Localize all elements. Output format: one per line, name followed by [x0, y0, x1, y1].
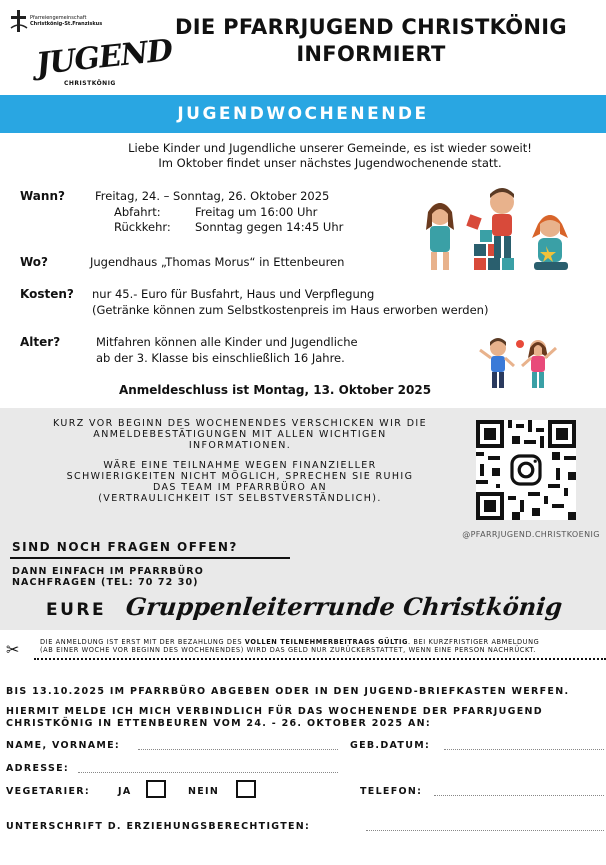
- geb-label: GEB.DATUM:: [350, 740, 431, 751]
- vegetarian-no-checkbox[interactable]: [236, 780, 256, 798]
- address-field[interactable]: [78, 772, 338, 773]
- info-p1-line3: INFORMATIONEN.: [188, 440, 292, 451]
- intro-line2: Im Oktober findet unser nächstes Jugendwochenende statt.: [158, 156, 502, 170]
- questions-body: [12, 566, 204, 588]
- info-p2-line2: SCHWIERIGKEITEN NICHT MÖGLICH, SPRECHEN SIE RUHIG: [66, 471, 414, 482]
- parish-name-line1: Pfarreiengemeinschaft: [30, 15, 87, 21]
- info-p1-line1: KURZ VOR BEGINN DES WOCHENENDES VERSCHICKEN WIR DIE: [52, 418, 428, 429]
- section-banner: [0, 95, 606, 133]
- form-declaration-line1: HIERMIT MELDE ICH MICH VERBINDLICH FÜR DAS WOCHENENDE DER PFARRJUGEND: [6, 706, 543, 717]
- fine-print-line1: [40, 638, 602, 646]
- info-p2-line3: DAS TEAM IM PFARRBÜRO AN: [152, 482, 328, 493]
- fine-print-bold: VOLLEN TEILNEHMERBEITRAGS GÜLTIG: [244, 638, 409, 646]
- jugend-logo-sub: CHRISTKÖNIG: [64, 80, 116, 87]
- form-declaration-line2: CHRISTKÖNIG IN ETTENBEUREN VOM 24. - 26. OKTOBER 2025 AN:: [6, 718, 431, 729]
- jugend-logo-text: JUGEND: [34, 32, 174, 83]
- signoff-signature: Gruppenleiterrunde Christkönig: [124, 592, 564, 621]
- intro-line1: Liebe Kinder und Jugendliche unserer Gemeinde, es ist wieder soweit!: [128, 141, 532, 155]
- page-title-line2: INFORMIERT: [296, 42, 446, 66]
- signature-field[interactable]: [366, 830, 604, 831]
- info-p2-line4: (VERTRAULICHKEIT IST SELBSTVERSTÄNDLICH).: [98, 493, 382, 504]
- qr-code-graphic: [476, 420, 576, 520]
- phone-field[interactable]: [434, 795, 604, 796]
- questions-line2: NACHFRAGEN (TEL: 70 72 30): [12, 577, 199, 588]
- parish-name-line2: Christkönig-St.Franziskus: [30, 21, 103, 27]
- name-label: NAME, VORNAME:: [6, 740, 120, 751]
- kosten-line1: nur 45.- Euro für Busfahrt, Haus und Verpflegung: [92, 287, 375, 301]
- intro-text: [60, 141, 600, 171]
- adresse-label: ADRESSE:: [6, 763, 69, 774]
- fine-print-part1: DIE ANMELDUNG IST ERST MIT DER BEZAHLUNG DES: [40, 638, 245, 646]
- fine-print-part2: . BEI KURZFRISTIGER ABMELDUNG: [408, 638, 540, 646]
- vegetarier-label: VEGETARIER:: [6, 786, 90, 797]
- kosten-label: Kosten?: [20, 287, 74, 301]
- kosten-line2: (Getränke können zum Selbstkostenpreis im Haus erworben werden): [92, 303, 489, 317]
- info-p1-line2: ANMELDEBESTÄTIGUNGEN MIT ALLEN WICHTIGEN: [93, 429, 387, 440]
- info-paragraph-financial: [20, 460, 460, 504]
- birthdate-field[interactable]: [444, 749, 604, 750]
- fine-print: [40, 638, 602, 654]
- name-field[interactable]: [138, 749, 338, 750]
- nein-label: NEIN: [188, 786, 220, 797]
- alter-line2: ab der 3. Klasse bis einschließlich 16 Jahre.: [96, 351, 345, 365]
- wo-label: Wo?: [20, 255, 49, 269]
- qr-code[interactable]: [476, 420, 576, 520]
- alter-line1: Mitfahren können alle Kinder und Jugendliche: [96, 335, 358, 349]
- signoff-eure: EURE: [46, 600, 107, 620]
- fine-print-line2: (AB EINER WOCHE VOR BEGINN DES WOCHENENDES) WIRD DAS GELD NUR ZURÜCKERSTATTET, WENN EINE PERSON NACHRÜCKT.: [40, 646, 536, 654]
- alter-label: Alter?: [20, 335, 61, 349]
- instagram-handle[interactable]: @PFARRJUGEND.CHRISTKOENIG: [462, 530, 600, 539]
- info-p2-line1: WÄRE EINE TEILNAHME WEGEN FINANZIELLER: [103, 460, 377, 471]
- questions-title: SIND NOCH FRAGEN OFFEN?: [12, 540, 238, 554]
- rueckkehr-label: Rückkehr:: [114, 220, 171, 234]
- vegetarian-yes-checkbox[interactable]: [146, 780, 166, 798]
- form-declaration: [6, 706, 543, 730]
- form-instruction: BIS 13.10.2025 IM PFARRBÜRO ABGEBEN ODER IN DEN JUGEND-BRIEFKASTEN WERFEN.: [6, 686, 570, 697]
- abfahrt-label: Abfahrt:: [114, 205, 161, 219]
- kids-playing-illustration: [418, 186, 574, 278]
- banner-title: JUGENDWOCHENENDE: [177, 104, 429, 124]
- questions-underline: [10, 557, 290, 559]
- scissors-icon: ✂: [6, 640, 20, 659]
- parish-logo: [6, 6, 174, 92]
- wann-dates: Freitag, 24. – Sonntag, 26. Oktober 2025: [95, 189, 330, 203]
- telefon-label: TELEFON:: [360, 786, 423, 797]
- parish-name: [30, 15, 134, 27]
- cross-icon: [10, 10, 28, 32]
- page-title: [140, 14, 602, 68]
- signature-label: UNTERSCHRIFT D. ERZIEHUNGSBERECHTIGTEN:: [6, 821, 311, 832]
- wo-value: Jugendhaus „Thomas Morus“ in Ettenbeuren: [90, 255, 345, 269]
- cut-line: [34, 658, 606, 660]
- rueckkehr-value: Sonntag gegen 14:45 Uhr: [195, 220, 344, 234]
- ja-label: JA: [118, 786, 132, 797]
- questions-line1: DANN EINFACH IM PFARRBÜRO: [12, 566, 204, 577]
- wann-label: Wann?: [20, 189, 65, 203]
- abfahrt-value: Freitag um 16:00 Uhr: [195, 205, 318, 219]
- page-title-line1: DIE PFARRJUGEND CHRISTKÖNIG: [175, 15, 567, 39]
- info-paragraph-confirmation: [20, 418, 460, 451]
- registration-deadline: Anmeldeschluss ist Montag, 13. Oktober 2025: [118, 383, 432, 397]
